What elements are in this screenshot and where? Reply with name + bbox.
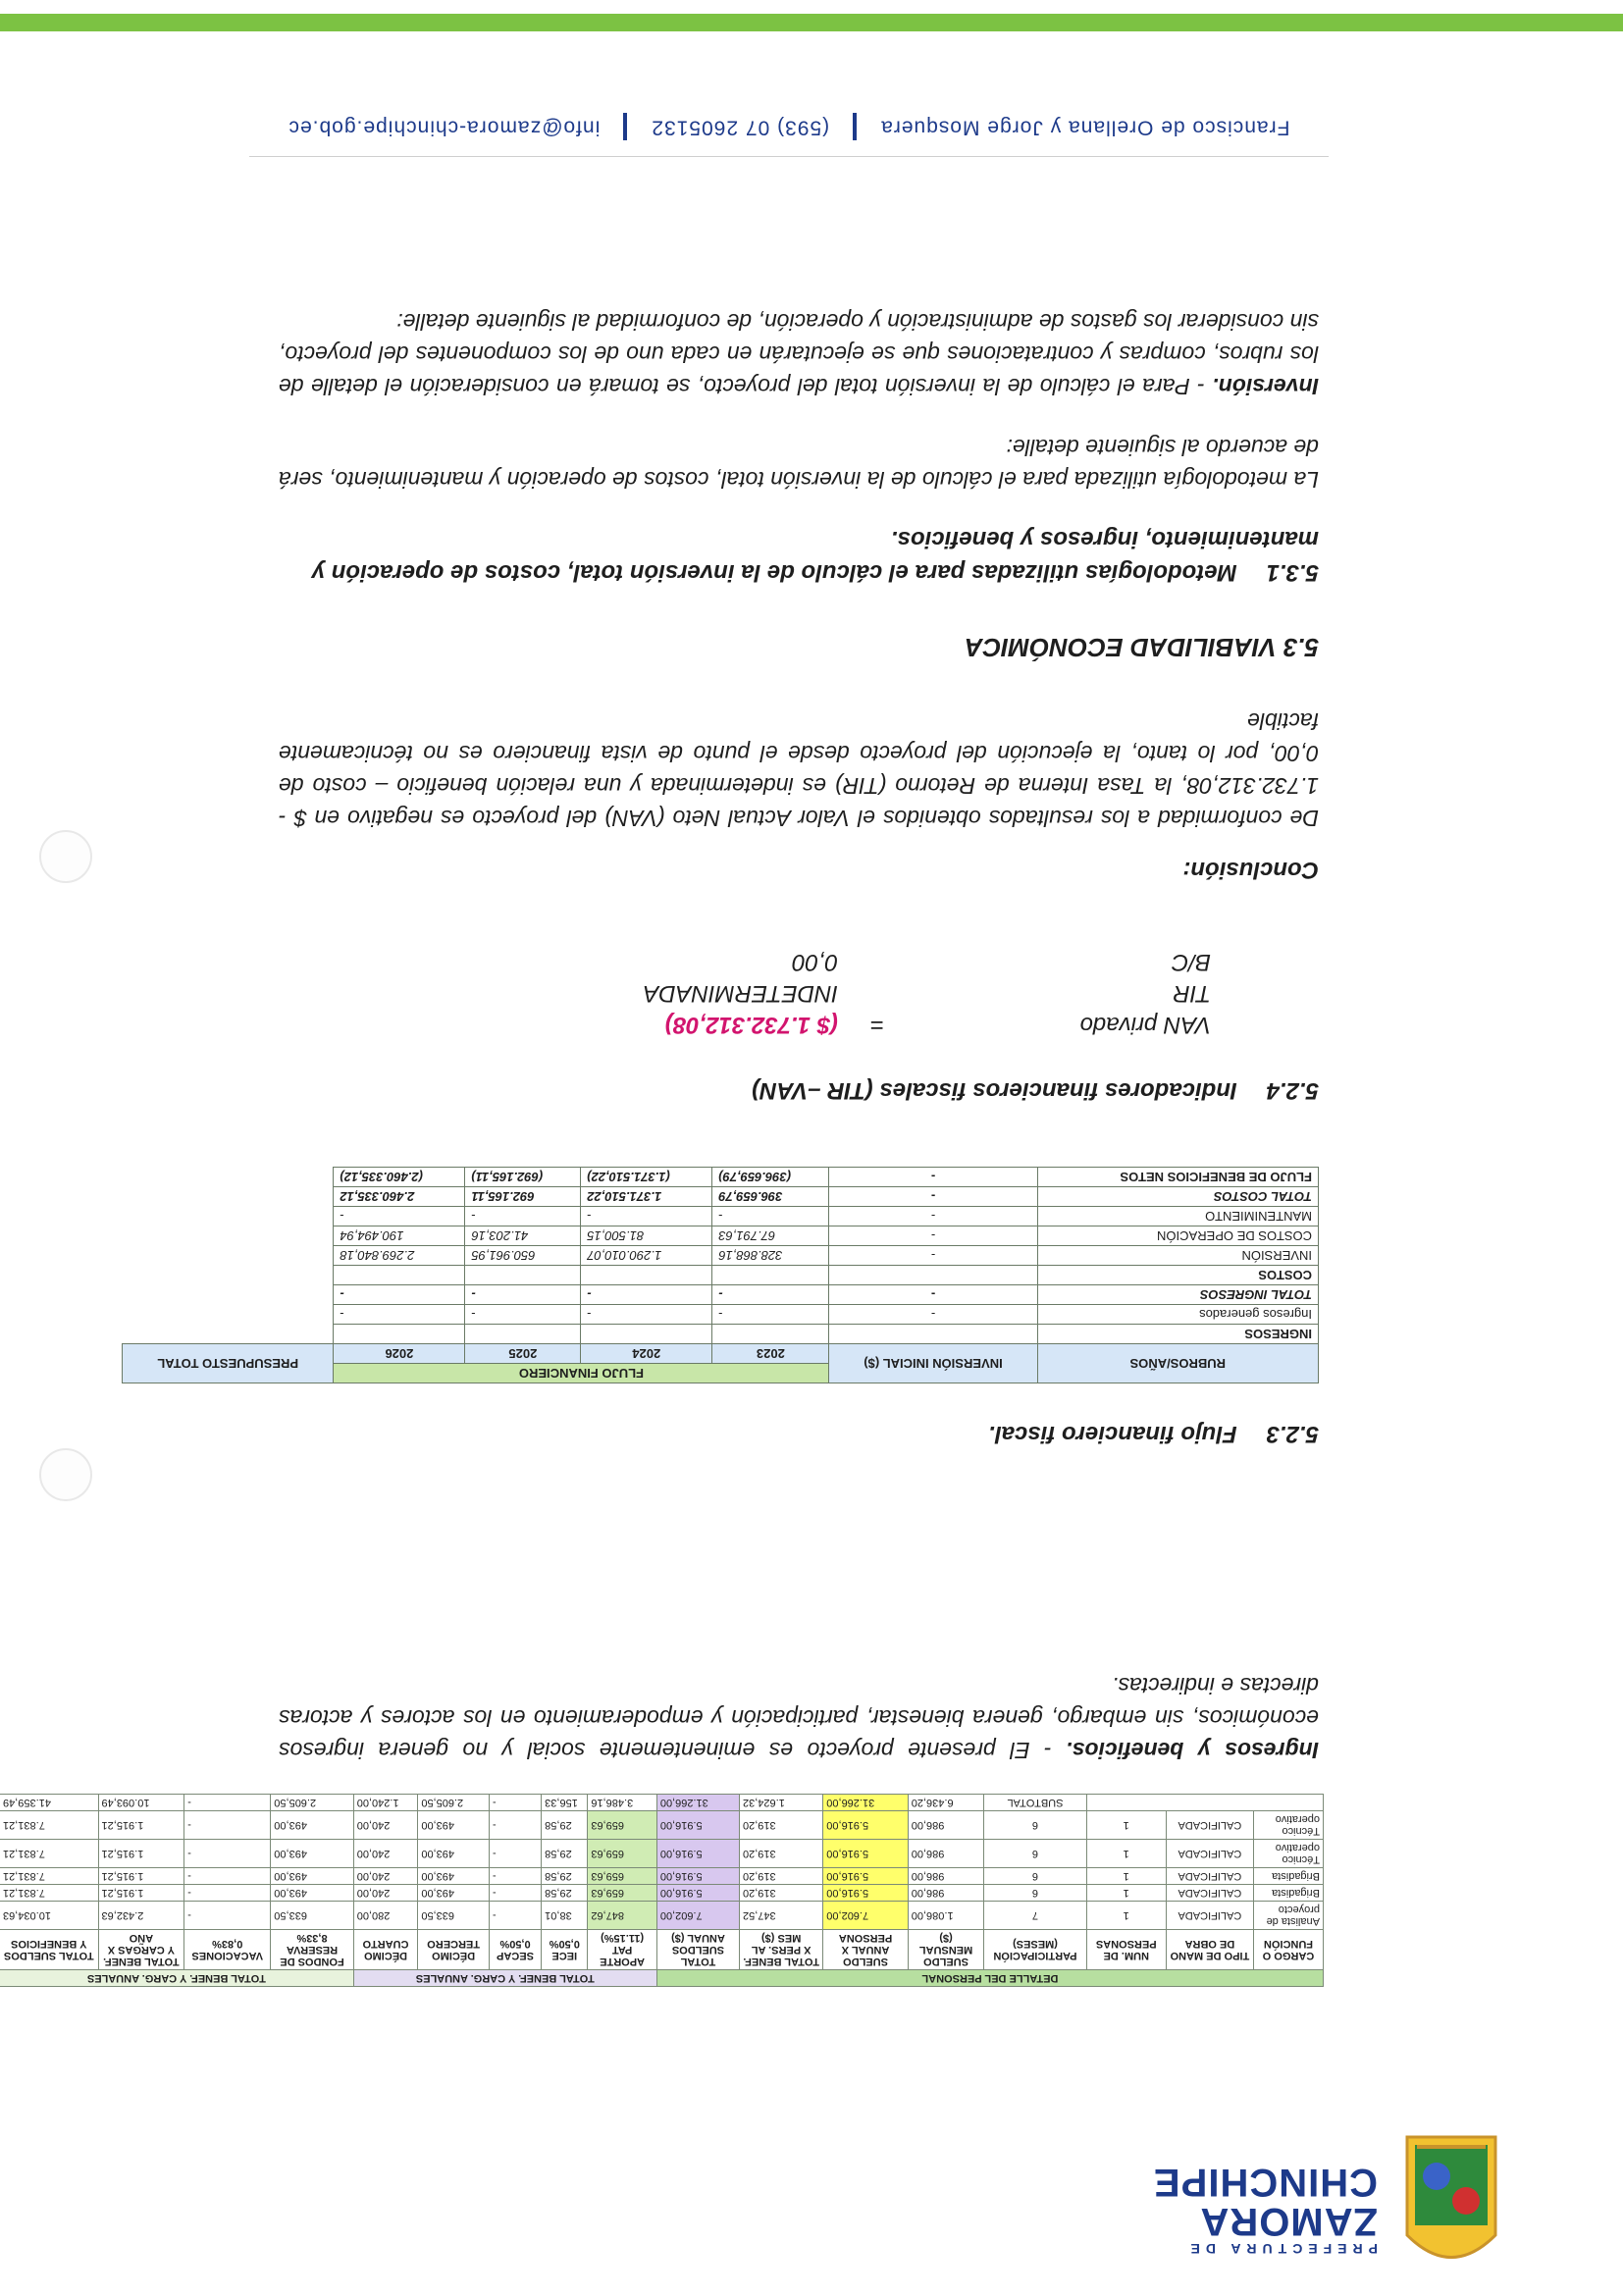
table-cell: 319,20 [740, 1840, 823, 1868]
subtotal-cell: 3.486,16 [588, 1795, 656, 1811]
flow-header-presupuesto: PRESUPUESTO TOTAL [123, 1344, 334, 1383]
table-cell: Brigadista [1253, 1868, 1323, 1885]
table-cell: 1.915,21 [98, 1868, 184, 1885]
staff-group-mid: TOTAL BENEF. Y CARG. ANUALES [353, 1970, 656, 1987]
subtotal-cell: 31.266,00 [823, 1795, 908, 1811]
table-row [0, 1902, 1324, 1930]
footer-green-bar [0, 14, 1623, 31]
metodologia-paragraph: La metodología utilizada para el cálculo de la inversión total, costos de operación y mantenimiento, será de acuerdo al siguiente detalle: [279, 435, 1319, 493]
table-cell: 5.916,00 [656, 1868, 739, 1885]
flow-cell [334, 1266, 465, 1285]
table-cell: 5.916,00 [656, 1811, 739, 1840]
table-cell: 659,63 [588, 1885, 656, 1902]
table-cell: 6 [984, 1840, 1086, 1868]
table-cell: - [489, 1840, 541, 1868]
table-cell: Brigadista [1253, 1885, 1323, 1902]
table-cell: 986,00 [908, 1811, 984, 1840]
flow-cell [829, 1325, 1037, 1344]
table-row [0, 1840, 1324, 1868]
table-cell: 5.916,00 [656, 1885, 739, 1902]
flow-row [123, 1246, 1319, 1266]
flow-row-label: Ingresos generados [1037, 1305, 1318, 1325]
table-cell: 493,00 [271, 1885, 353, 1902]
staff-col-header: DÉCIMO TERCERO [418, 1930, 490, 1970]
staff-col-header: IECE 0,50% [542, 1930, 588, 1970]
flow-cell: 41.203,16 [465, 1226, 581, 1246]
subtotal-cell: 1.240,00 [353, 1795, 418, 1811]
flow-cell: 190.494,94 [334, 1226, 465, 1246]
staff-col-header: DÉCIMO CUARTO [353, 1930, 418, 1970]
heading-text: Metodologías utilizadas para el cálculo de la inversión total, costos de operación y mantenimiento, ingresos y beneficios. [311, 526, 1319, 586]
table-cell: 280,00 [353, 1902, 418, 1930]
table-row [0, 1885, 1324, 1902]
flow-cell: - [712, 1305, 829, 1325]
table-cell: 10.034,63 [0, 1902, 98, 1930]
table-cell: 319,20 [740, 1885, 823, 1902]
flow-cell: - [581, 1285, 712, 1305]
staff-col-header: PARTICIPACIÓN (MESES) [984, 1930, 1086, 1970]
flow-cell: (396.659,79) [712, 1168, 829, 1187]
flow-cell: - [829, 1187, 1037, 1207]
flow-cell [712, 1325, 829, 1344]
heading-5-2-4 [752, 1076, 1319, 1104]
table-cell: 5.916,00 [823, 1811, 908, 1840]
staff-col-header: FONDOS DE RESERVA 8,33% [271, 1930, 353, 1970]
table-cell: 5.916,00 [823, 1885, 908, 1902]
flow-row [123, 1325, 1319, 1344]
financial-indicators [643, 946, 1211, 1040]
subtotal-cell: - [184, 1795, 271, 1811]
flow-row-label: INVERSIÓN [1037, 1246, 1318, 1266]
table-cell: 493,00 [418, 1885, 490, 1902]
table-cell: 347,52 [740, 1902, 823, 1930]
table-cell: 2.432,63 [98, 1902, 184, 1930]
staff-col-header: SUELDO ANUAL X PERSONA [823, 1930, 908, 1970]
table-cell: 493,00 [418, 1840, 490, 1868]
table-cell: 7.831,21 [0, 1868, 98, 1885]
flow-cell: - [712, 1207, 829, 1226]
table-cell: - [184, 1885, 271, 1902]
staff-col-header: TOTAL BENEF. X PERS. AL MES ($) [740, 1930, 823, 1970]
flow-cell: 396.659,79 [712, 1187, 829, 1207]
table-cell: 493,00 [418, 1868, 490, 1885]
table-cell: 633,50 [271, 1902, 353, 1930]
table-cell: CALIFICADA [1166, 1811, 1253, 1840]
table-cell: 659,63 [588, 1811, 656, 1840]
table-row [0, 1868, 1324, 1885]
flow-row [123, 1266, 1319, 1285]
flow-cell [829, 1266, 1037, 1285]
flow-cell [581, 1266, 712, 1285]
table-cell: 7.831,21 [0, 1840, 98, 1868]
inversion-body: - Para el cálculo de la inversión total del proyecto, se tomará en consideración el detalle de los rubros, compras y contrataciones que se ejecutarán en cada uno de los componentes del proyecto, sin considerar los gastos de administración y operación, de conformidad al siguiente detalle: [279, 309, 1319, 399]
subtotal-label: SUBTOTAL [984, 1795, 1086, 1811]
inversion-paragraph [279, 305, 1319, 402]
table-cell: 493,00 [271, 1811, 353, 1840]
ingresos-paragraph [279, 1669, 1319, 1766]
flow-row-label: INGRESOS [1037, 1325, 1318, 1344]
flow-header-inversion: INVERSIÓN INICIAL ($) [829, 1344, 1037, 1383]
brand-line2: CHINCHIPE [1152, 2161, 1378, 2204]
flow-row [123, 1207, 1319, 1226]
table-cell: 7 [984, 1902, 1086, 1930]
staff-group-right: TOTAL BENEF. Y CARG. ANUALES [0, 1970, 353, 1987]
table-cell: 1.086,00 [908, 1902, 984, 1930]
table-cell: 1 [1086, 1840, 1166, 1868]
conclusion-paragraph: De conformidad a los resultados obtenidos el Valor Actual Neto (VAN) del proyecto es negativo en $ - 1.732.312,08, la Tasa Interna de Retorno (TIR) es indeterminada y una relación beneficio – costo de 0,00, por lo tanto, la ejecución del proyecto desde el punto de vista financiero es no técnicamente factible [279, 708, 1319, 831]
table-cell: Técnico operativo [1253, 1811, 1323, 1840]
flow-cell: - [465, 1285, 581, 1305]
table-cell: 1 [1086, 1868, 1166, 1885]
staff-col-header: NUM. DE PERSONAS [1086, 1930, 1166, 1970]
subtotal-cell: 10.093,49 [98, 1795, 184, 1811]
staff-col-header: APORTE PAT (11.15%) [588, 1930, 656, 1970]
flow-cell: - [334, 1285, 465, 1305]
flow-cell: (1.371.510,22) [581, 1168, 712, 1187]
bc-value: 0,00 [792, 949, 838, 975]
flow-header-year: 2023 [712, 1344, 829, 1364]
flow-row-label: TOTAL COSTOS [1037, 1187, 1318, 1207]
heading-text: Flujo financiero fiscal. [988, 1421, 1237, 1447]
flow-row [123, 1168, 1319, 1187]
subtotal-cell: 156,33 [542, 1795, 588, 1811]
flow-cell [465, 1325, 581, 1344]
flow-header-flujo: FLUJO FINANCIERO [334, 1364, 829, 1383]
table-cell: 6 [984, 1868, 1086, 1885]
subtotal-cell: 31.266,00 [656, 1795, 739, 1811]
flow-cell [334, 1325, 465, 1344]
table-cell: 319,20 [740, 1868, 823, 1885]
flow-cell: - [581, 1305, 712, 1325]
flow-row [123, 1285, 1319, 1305]
table-cell: 847,62 [588, 1902, 656, 1930]
table-cell: CALIFICADA [1166, 1902, 1253, 1930]
heading-5-2-3 [988, 1420, 1319, 1447]
table-cell: - [184, 1811, 271, 1840]
heading-number: 5.3.1 [1266, 559, 1319, 586]
flow-cell: - [829, 1305, 1037, 1325]
footer-email: info@zamora-chinchipe.gob.ec [288, 116, 601, 139]
van-value: ($ 1.732.312,08) [664, 1012, 838, 1038]
flow-row-label: COSTOS DE OPERACIÓN [1037, 1226, 1318, 1246]
table-cell: 5.916,00 [656, 1840, 739, 1868]
table-cell: 1 [1086, 1811, 1166, 1840]
flow-cell: 2.269.840,18 [334, 1246, 465, 1266]
flow-cell: - [829, 1207, 1037, 1226]
subtotal-cell: - [489, 1795, 541, 1811]
table-cell: 29,58 [542, 1811, 588, 1840]
tir-value: INDETERMINADA [643, 980, 838, 1007]
flow-row-label: TOTAL INGRESOS [1037, 1285, 1318, 1305]
van-label: VAN privado [1079, 1012, 1211, 1038]
ingresos-body: - El presente proyecto es eminentemente social y no genera ingresos económicos, sin embargo, genera bienestar, participación y empoderamiento en los actores y actoras directas e indirectas. [279, 1673, 1319, 1763]
staff-col-header: SECAP 0,50% [489, 1930, 541, 1970]
table-cell: - [184, 1868, 271, 1885]
table-cell: - [489, 1868, 541, 1885]
flow-header-year: 2026 [334, 1344, 465, 1364]
table-cell: 319,20 [740, 1811, 823, 1840]
flow-cell: - [829, 1285, 1037, 1305]
footer-address: Francisco de Orellana y Jorge Mosquera [880, 116, 1290, 139]
table-cell: 1 [1086, 1902, 1166, 1930]
table-cell: - [489, 1902, 541, 1930]
table-cell: - [184, 1840, 271, 1868]
table-cell: 240,00 [353, 1840, 418, 1868]
conclusion-title: Conclusión: [1182, 857, 1319, 883]
table-cell: CALIFICADA [1166, 1840, 1253, 1868]
staff-col-header: TOTAL SUELDOS Y BENEFICIOS [0, 1930, 98, 1970]
flow-cell: - [465, 1207, 581, 1226]
bc-label: B/C [1171, 949, 1211, 975]
table-cell: 1 [1086, 1885, 1166, 1902]
page-header [524, 2127, 1505, 2274]
table-cell: 986,00 [908, 1868, 984, 1885]
table-cell: 659,63 [588, 1840, 656, 1868]
table-cell: 7.831,21 [0, 1811, 98, 1840]
table-cell: 7.602,00 [823, 1902, 908, 1930]
table-cell: Analista de proyecto [1253, 1902, 1323, 1930]
table-cell: 1.915,21 [98, 1840, 184, 1868]
inversion-lead: Inversión. [1212, 374, 1319, 399]
flow-cell: 2.460.335,12 [334, 1187, 465, 1207]
flow-cell: - [829, 1168, 1037, 1187]
table-cell: 6 [984, 1885, 1086, 1902]
flow-row-label: MANTENIMIENTO [1037, 1207, 1318, 1226]
prefecture-logo [1397, 2127, 1505, 2274]
table-row [0, 1811, 1324, 1840]
table-cell: 29,58 [542, 1885, 588, 1902]
subtotal-cell: 2.605,50 [271, 1795, 353, 1811]
brand-line1: ZAMORA [1199, 2200, 1378, 2243]
heading-number: 5.2.3 [1266, 1421, 1319, 1447]
flow-header-year: 2024 [581, 1344, 712, 1364]
table-cell: - [489, 1811, 541, 1840]
flow-cell: - [465, 1305, 581, 1325]
heading-number: 5.2.4 [1266, 1077, 1319, 1104]
punch-hole [39, 1448, 92, 1501]
flow-cell: - [334, 1207, 465, 1226]
flow-row-label: COSTOS [1037, 1266, 1318, 1285]
table-cell: 633,50 [418, 1902, 490, 1930]
flow-cell [465, 1266, 581, 1285]
table-cell: 29,58 [542, 1868, 588, 1885]
table-cell: 29,58 [542, 1840, 588, 1868]
table-cell: 493,00 [271, 1840, 353, 1868]
tir-label: TIR [1173, 980, 1211, 1007]
table-cell: Técnico operativo [1253, 1840, 1323, 1868]
table-cell: 5.916,00 [823, 1868, 908, 1885]
page-footer [249, 113, 1329, 157]
table-cell: 240,00 [353, 1885, 418, 1902]
footer-separator [853, 113, 857, 140]
flow-cell [712, 1266, 829, 1285]
flow-row [123, 1226, 1319, 1246]
footer-phone: (593) 07 2605132 [651, 116, 830, 139]
flow-cell: - [712, 1285, 829, 1305]
table-cell: 6 [984, 1811, 1086, 1840]
flow-cell: - [829, 1246, 1037, 1266]
brand-prefix: PREFECTURA DE [1184, 2241, 1378, 2257]
table-cell: - [184, 1902, 271, 1930]
subtotal-cell: 41.359,49 [0, 1795, 98, 1811]
table-cell: CALIFICADA [1166, 1885, 1253, 1902]
table-cell: 240,00 [353, 1811, 418, 1840]
table-cell: CALIFICADA [1166, 1868, 1253, 1885]
table-cell: 493,00 [271, 1868, 353, 1885]
staff-col-header: CARGO O FUNCIÓN [1253, 1930, 1323, 1970]
flow-cell: 328.868,16 [712, 1246, 829, 1266]
staff-group-left: DETALLE DEL PERSONAL [656, 1970, 1323, 1987]
flow-cell: (692.165,11) [465, 1168, 581, 1187]
table-cell: - [489, 1885, 541, 1902]
subtotal-cell: 6.436,20 [908, 1795, 984, 1811]
equals-sign: = [870, 1012, 885, 1038]
table-cell: 659,63 [588, 1868, 656, 1885]
table-cell: 240,00 [353, 1868, 418, 1885]
table-cell: 7.602,00 [656, 1902, 739, 1930]
subtotal-row [0, 1795, 1324, 1811]
flow-row [123, 1187, 1319, 1207]
flow-cell: - [829, 1226, 1037, 1246]
flow-row-label: FLUJO DE BENEFICIOS NETOS [1037, 1168, 1318, 1187]
staff-cost-table [0, 1794, 1324, 1987]
table-cell: 38,01 [542, 1902, 588, 1930]
subtotal-cell: 2.605,50 [418, 1795, 490, 1811]
flow-cell: 81.500,15 [581, 1226, 712, 1246]
flow-header-rubros: RUBROS/AÑOS [1037, 1344, 1318, 1383]
staff-col-header: SUELDO MENSUAL ($) [908, 1930, 984, 1970]
table-cell: 986,00 [908, 1840, 984, 1868]
flow-cell: - [581, 1207, 712, 1226]
staff-col-header: TIPO DE MANO DE OBRA [1166, 1930, 1253, 1970]
flow-cell: 1.290.010,07 [581, 1246, 712, 1266]
prefecture-brand [1153, 2163, 1378, 2257]
table-cell: 1.915,21 [98, 1885, 184, 1902]
staff-col-header: VACACIONES 0,83% [184, 1930, 271, 1970]
flow-row [123, 1305, 1319, 1325]
table-cell: 5.916,00 [823, 1840, 908, 1868]
flow-cell: 692.165,11 [465, 1187, 581, 1207]
table-cell: 1.915,21 [98, 1811, 184, 1840]
table-cell: 493,00 [418, 1811, 490, 1840]
table-cell: 986,00 [908, 1885, 984, 1902]
footer-separator [623, 113, 627, 140]
flow-cell: 67.791,63 [712, 1226, 829, 1246]
flow-cell: 1.371.510,22 [581, 1187, 712, 1207]
flow-cell: - [334, 1305, 465, 1325]
cash-flow-table [122, 1167, 1319, 1383]
staff-col-header: TOTAL SUELDOS ANUAL ($) [656, 1930, 739, 1970]
flow-header-year: 2025 [465, 1344, 581, 1364]
table-cell: 7.831,21 [0, 1885, 98, 1902]
subtotal-cell: 1.624,32 [740, 1795, 823, 1811]
ingresos-lead: Ingresos y beneficios. [1066, 1738, 1319, 1763]
heading-5-3: 5.3 VIABILIDAD ECONÓMICA [964, 633, 1319, 662]
flow-cell [581, 1325, 712, 1344]
heading-text: Indicadores financieros fiscales (TIR –VAN) [752, 1077, 1237, 1104]
flow-cell: 650.961,95 [465, 1246, 581, 1266]
punch-hole [39, 830, 92, 883]
staff-col-header: TOTAL BENEF. Y CARGAS X AÑO [98, 1930, 184, 1970]
flow-cell: (2.460.335,12) [334, 1168, 465, 1187]
heading-5-3-1 [279, 522, 1319, 589]
